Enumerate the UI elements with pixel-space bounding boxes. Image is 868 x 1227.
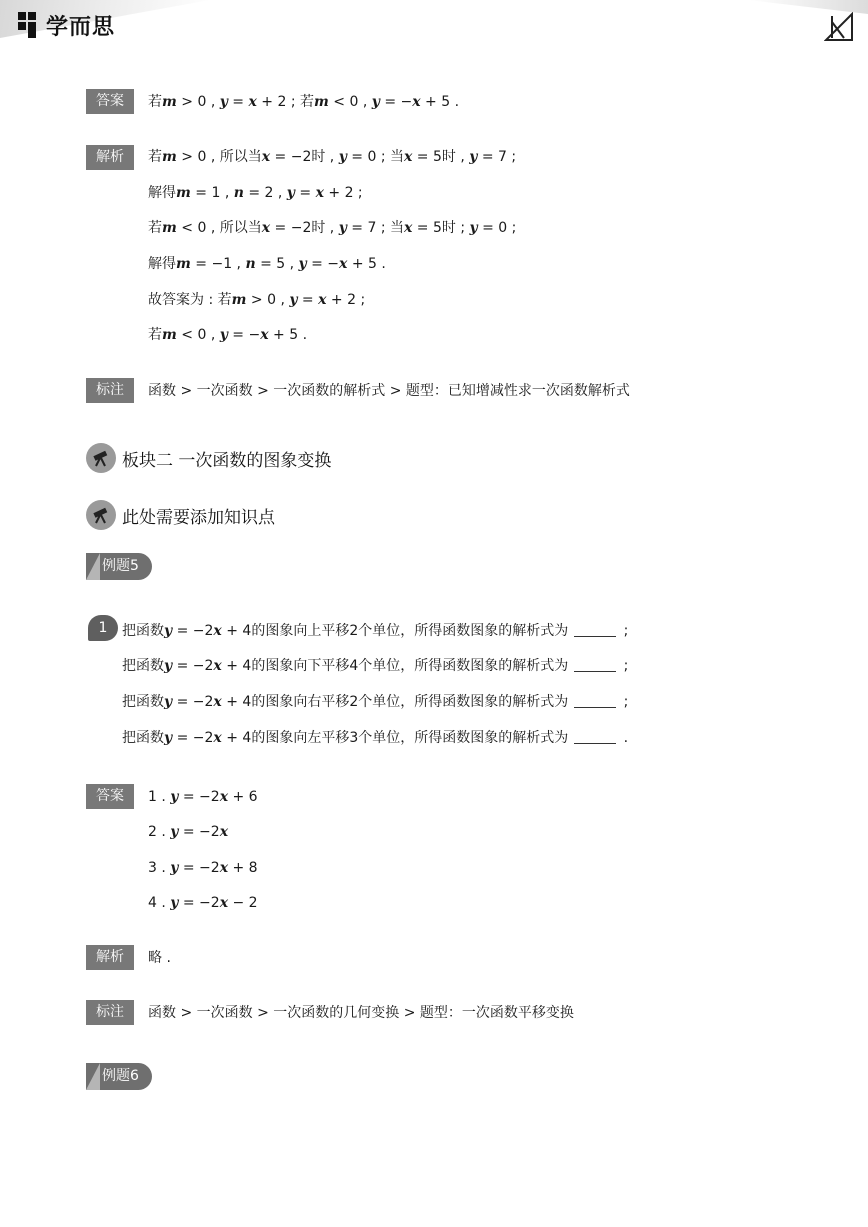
question-line bbox=[122, 728, 628, 748]
math-variable: m bbox=[176, 185, 191, 201]
text-run: 把函数 bbox=[122, 623, 164, 639]
math-variable: y bbox=[371, 94, 380, 110]
math-variable: y bbox=[170, 789, 179, 805]
math-variable: y bbox=[164, 694, 173, 710]
math-variable: n bbox=[233, 185, 244, 201]
answer-line bbox=[148, 787, 258, 807]
text-run: = −1 , bbox=[190, 256, 246, 272]
text-run: 解得 bbox=[148, 185, 176, 201]
logo-mark-icon bbox=[16, 10, 42, 40]
note-text: 函数 > 一次函数 > 一次函数的几何变换 > 题型：一次函数平移变换 bbox=[148, 1005, 574, 1021]
math-variable: y bbox=[338, 220, 347, 236]
analysis-line bbox=[148, 218, 516, 238]
line-end-punctuation: . bbox=[619, 730, 629, 746]
text-run: = −2 bbox=[172, 623, 214, 639]
math-variable: x bbox=[219, 860, 229, 876]
math-variable: y bbox=[219, 327, 228, 343]
text-run: < 0 , bbox=[328, 94, 372, 110]
ruler-compass-icon bbox=[824, 12, 854, 42]
line-end-punctuation: ; bbox=[619, 658, 629, 674]
text-run: = −2时 , bbox=[270, 220, 339, 236]
section-title: 此处需要添加知识点 bbox=[122, 507, 275, 528]
text-run: = − bbox=[306, 256, 340, 272]
text-run: = 5 , bbox=[255, 256, 299, 272]
text-run: + 6 bbox=[228, 789, 258, 805]
text-run: = 0 ; bbox=[477, 220, 517, 236]
math-variable: x bbox=[248, 94, 257, 110]
math-variable: x bbox=[404, 149, 413, 165]
text-run: = bbox=[297, 292, 319, 308]
math-variable: x bbox=[213, 730, 222, 746]
math-variable: m bbox=[162, 94, 177, 110]
analysis-line bbox=[148, 183, 363, 203]
text-run: + 2 ; bbox=[326, 292, 366, 308]
math-variable: y bbox=[164, 658, 173, 674]
text-run: = −2 bbox=[178, 824, 220, 840]
math-variable: m bbox=[314, 94, 329, 110]
math-variable: y bbox=[170, 860, 179, 876]
text-run: = − bbox=[227, 327, 261, 343]
note-tag: 标注 bbox=[86, 1000, 134, 1025]
answer-line bbox=[148, 822, 228, 842]
text-run: 1 . bbox=[148, 789, 171, 805]
answer-blank bbox=[574, 622, 616, 637]
text-run: 把函数 bbox=[122, 694, 164, 710]
math-variable: y bbox=[289, 292, 298, 308]
text-run: 把函数 bbox=[122, 730, 164, 746]
math-variable: m bbox=[231, 292, 247, 308]
question-number: 1 bbox=[88, 615, 118, 641]
section-heading bbox=[86, 500, 275, 530]
question-line bbox=[122, 656, 628, 676]
analysis-text: 略 . bbox=[148, 950, 171, 966]
telescope-icon bbox=[86, 443, 116, 473]
analysis-line bbox=[148, 325, 307, 345]
text-run: = −2 bbox=[172, 730, 214, 746]
analysis-tag: 解析 bbox=[86, 945, 134, 970]
text-run: 故答案为 : 若 bbox=[148, 292, 232, 308]
answer-blank bbox=[574, 657, 616, 672]
math-variable: x bbox=[315, 185, 324, 201]
text-run: + 4的图象向右平移2个单位，所得函数图象的解析式为 bbox=[221, 694, 569, 710]
text-run: 解得 bbox=[148, 256, 176, 272]
example-label: 例题6 bbox=[86, 1063, 152, 1090]
math-variable: x bbox=[213, 623, 222, 639]
section-title: 板块二 一次函数的图象变换 bbox=[122, 450, 332, 471]
math-variable: x bbox=[219, 895, 229, 911]
question-line bbox=[122, 692, 628, 712]
example-label: 例题5 bbox=[86, 553, 152, 580]
answer-blank bbox=[574, 729, 616, 744]
math-variable: y bbox=[164, 730, 173, 746]
section-heading bbox=[86, 443, 331, 473]
math-variable: y bbox=[298, 256, 307, 272]
math-variable: m bbox=[176, 256, 191, 272]
math-variable: y bbox=[164, 623, 173, 639]
text-run: 4 . bbox=[148, 895, 171, 911]
answer-line bbox=[148, 92, 459, 112]
math-variable: y bbox=[286, 185, 295, 201]
text-run: = − bbox=[379, 94, 413, 110]
text-run: + 4的图象向下平移4个单位，所得函数图象的解析式为 bbox=[221, 658, 569, 674]
text-run: + 2 ; 若 bbox=[256, 94, 315, 110]
text-run: + 8 bbox=[228, 860, 258, 876]
text-run: + 5 . bbox=[268, 327, 308, 343]
text-run: 若 bbox=[148, 220, 162, 236]
note-tag: 标注 bbox=[86, 378, 134, 403]
math-variable: m bbox=[162, 149, 177, 165]
text-run: + 5 . bbox=[420, 94, 460, 110]
answer-blank bbox=[574, 693, 616, 708]
answer-tag: 答案 bbox=[86, 89, 134, 114]
note-text: 函数 > 一次函数 > 一次函数的解析式 > 题型：已知增减性求一次函数解析式 bbox=[148, 383, 630, 399]
math-variable: x bbox=[339, 256, 348, 272]
answer-tag: 答案 bbox=[86, 784, 134, 809]
text-run: = bbox=[294, 185, 316, 201]
text-run: = 7 ; bbox=[477, 149, 517, 165]
math-variable: x bbox=[318, 292, 327, 308]
text-run: = 5时 ; bbox=[412, 220, 470, 236]
text-run: = −2 bbox=[178, 860, 220, 876]
math-variable: y bbox=[469, 220, 478, 236]
text-run: = bbox=[227, 94, 249, 110]
line-end-punctuation: ; bbox=[619, 623, 629, 639]
text-run: = −2时 , bbox=[270, 149, 339, 165]
math-variable: n bbox=[245, 256, 256, 272]
math-variable: y bbox=[170, 824, 179, 840]
math-variable: x bbox=[412, 94, 421, 110]
logo-text: 学而思 bbox=[46, 14, 116, 40]
text-run: 若 bbox=[148, 327, 162, 343]
text-run: > 0 , bbox=[246, 292, 290, 308]
math-variable: y bbox=[219, 94, 228, 110]
answer-line bbox=[148, 893, 258, 913]
text-run: < 0 , bbox=[176, 327, 220, 343]
text-run: + 5 . bbox=[347, 256, 386, 272]
text-run: = 5时 , bbox=[412, 149, 470, 165]
text-run: = −2 bbox=[172, 694, 214, 710]
analysis-line bbox=[148, 254, 386, 274]
text-run: + 4的图象向上平移2个单位，所得函数图象的解析式为 bbox=[221, 623, 569, 639]
text-run: = 0 ; 当 bbox=[346, 149, 404, 165]
text-run: − 2 bbox=[228, 895, 258, 911]
line-end-punctuation: ; bbox=[619, 694, 629, 710]
text-run: 若 bbox=[148, 149, 162, 165]
analysis-tag: 解析 bbox=[86, 145, 134, 170]
math-variable: x bbox=[404, 220, 413, 236]
text-run: 3 . bbox=[148, 860, 171, 876]
math-variable: x bbox=[261, 220, 271, 236]
text-run: 若 bbox=[148, 94, 162, 110]
text-run: = 2 , bbox=[243, 185, 287, 201]
text-run: = −2 bbox=[178, 895, 220, 911]
math-variable: y bbox=[170, 895, 179, 911]
telescope-icon bbox=[86, 500, 116, 530]
text-run: = 1 , bbox=[190, 185, 234, 201]
text-run: < 0 , 所以当 bbox=[176, 220, 262, 236]
text-run: = −2 bbox=[178, 789, 220, 805]
math-variable: y bbox=[338, 149, 347, 165]
question-line bbox=[122, 621, 628, 641]
brand-logo bbox=[16, 8, 115, 42]
answer-line bbox=[148, 858, 258, 878]
math-variable: x bbox=[261, 149, 271, 165]
math-variable: x bbox=[213, 694, 222, 710]
text-run: = −2 bbox=[172, 658, 214, 674]
math-variable: m bbox=[162, 220, 177, 236]
math-variable: x bbox=[219, 824, 229, 840]
math-variable: x bbox=[219, 789, 229, 805]
text-run: 2 . bbox=[148, 824, 171, 840]
text-run: = 7 ; 当 bbox=[346, 220, 404, 236]
math-variable: y bbox=[469, 149, 478, 165]
text-run: 把函数 bbox=[122, 658, 164, 674]
math-variable: x bbox=[260, 327, 269, 343]
text-run: > 0 , 所以当 bbox=[176, 149, 262, 165]
text-run: + 4的图象向左平移3个单位，所得函数图象的解析式为 bbox=[221, 730, 569, 746]
text-run: > 0 , bbox=[176, 94, 220, 110]
math-variable: x bbox=[213, 658, 222, 674]
analysis-line bbox=[148, 147, 516, 167]
text-run: + 2 ; bbox=[323, 185, 363, 201]
math-variable: m bbox=[162, 327, 177, 343]
analysis-line bbox=[148, 290, 365, 310]
